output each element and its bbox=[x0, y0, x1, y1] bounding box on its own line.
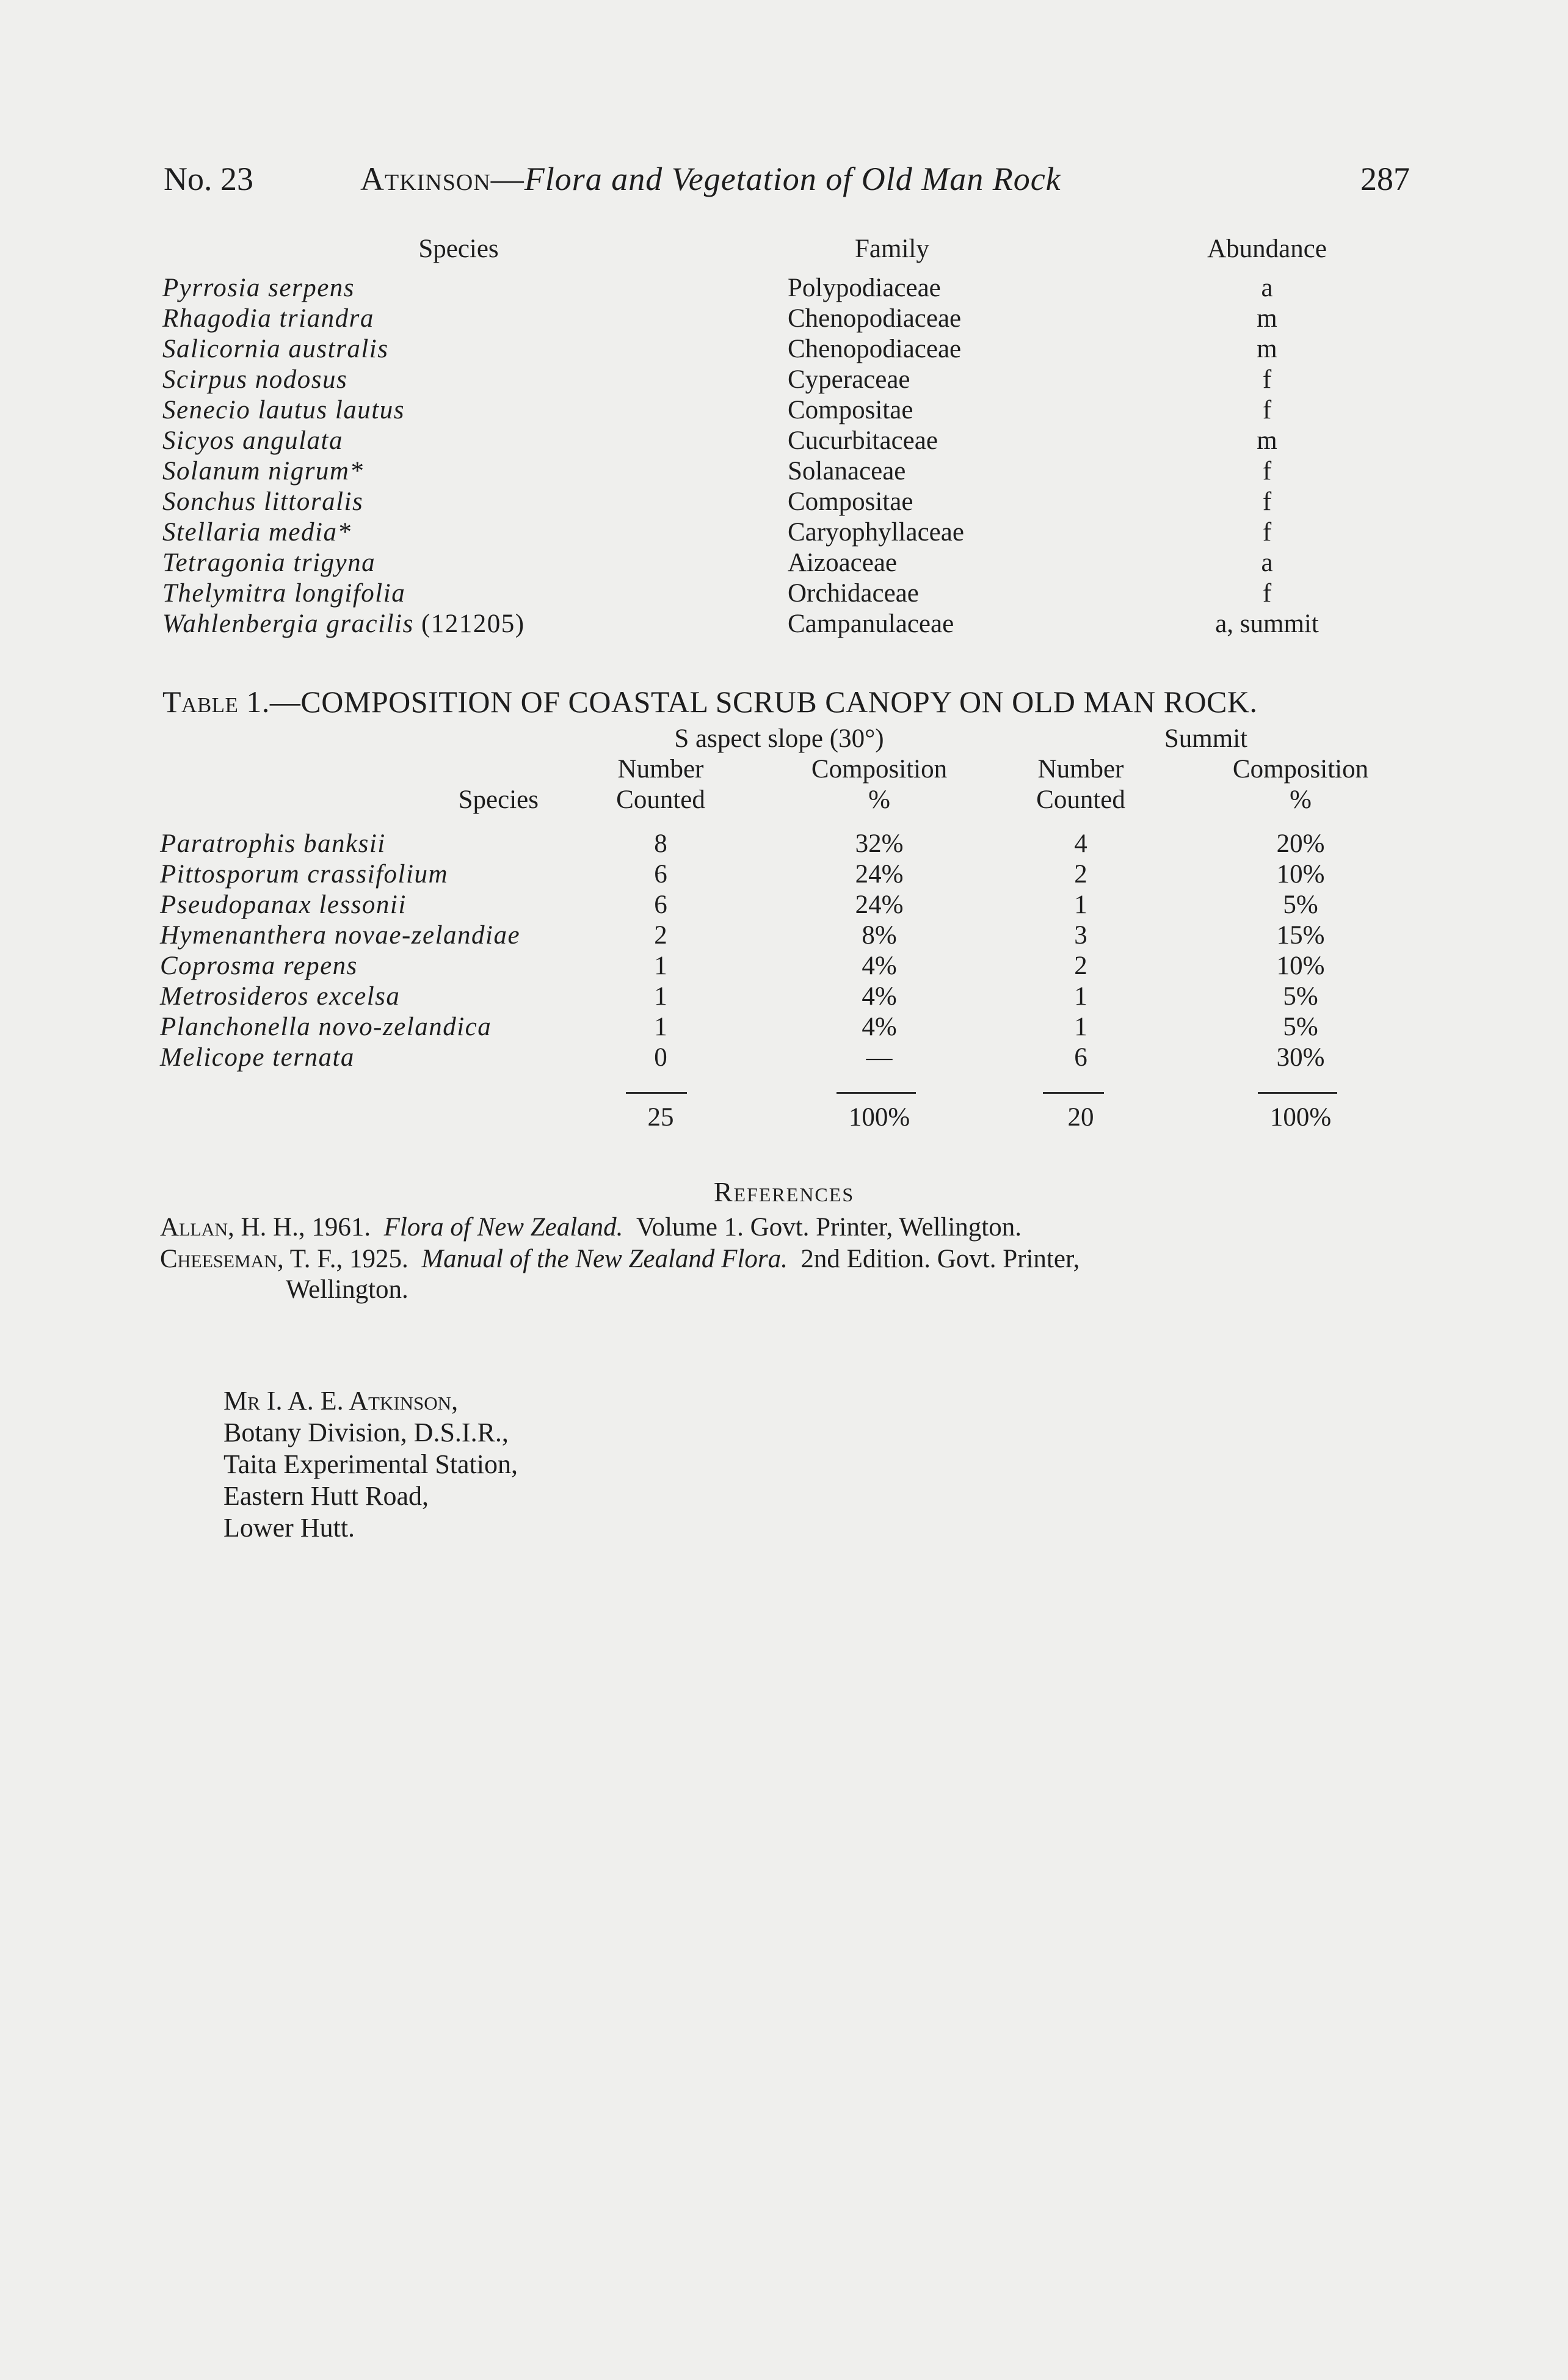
running-title bbox=[360, 160, 1061, 198]
summit-percent-header: % bbox=[1290, 785, 1312, 814]
slope-number: 1 bbox=[654, 982, 667, 1011]
summit-composition: 15% bbox=[1276, 921, 1325, 950]
species-name: Pyrrosia serpens bbox=[162, 274, 355, 302]
species-name: Solanum nigrum* bbox=[162, 457, 364, 486]
summit-composition: 5% bbox=[1283, 890, 1318, 919]
abundance-value: a bbox=[1261, 548, 1273, 577]
slope-composition: 8% bbox=[862, 921, 897, 950]
slope-number: 2 bbox=[654, 921, 667, 950]
species-name: Scirpus nodosus bbox=[162, 365, 348, 394]
table1-title: —COMPOSITION OF COASTAL SCRUB CANOPY ON OLD MAN ROCK. bbox=[269, 685, 1258, 719]
species-row bbox=[0, 487, 1568, 517]
family-name: Compositae bbox=[788, 396, 913, 424]
slope-composition: 24% bbox=[855, 890, 904, 919]
reference-author: Allan, H. H., 1961. bbox=[160, 1213, 371, 1242]
address-line: Eastern Hutt Road, bbox=[223, 1481, 429, 1511]
summit-composition: 5% bbox=[1283, 1013, 1318, 1041]
specimen-number: (121205) bbox=[421, 610, 525, 638]
family-name: Aizoaceae bbox=[788, 548, 898, 577]
summit-composition: 10% bbox=[1276, 952, 1325, 980]
species-row bbox=[0, 456, 1568, 487]
table1-caption bbox=[162, 684, 1258, 719]
species-row bbox=[0, 426, 1568, 456]
slope-group-header: S aspect slope (30°) bbox=[674, 724, 884, 753]
species-name: Rhagodia triandra bbox=[162, 304, 374, 333]
species-name: Pittosporum crassifolium bbox=[160, 860, 449, 889]
species-name: Wahlenbergia gracilis bbox=[162, 610, 414, 638]
family-col-header: Family bbox=[855, 235, 929, 263]
species-row bbox=[0, 517, 1568, 548]
species-name: Thelymitra longifolia bbox=[162, 579, 406, 608]
slope-number: 1 bbox=[654, 1013, 667, 1041]
reference-title: Flora of New Zealand. bbox=[383, 1213, 623, 1242]
species-row bbox=[0, 395, 1568, 426]
species-name: Salicornia australis bbox=[162, 335, 389, 363]
reference-title: Manual of the New Zealand Flora. bbox=[421, 1245, 788, 1273]
species-name: Paratrophis banksii bbox=[160, 829, 386, 858]
summit-composition: 30% bbox=[1276, 1043, 1325, 1072]
slope-number: 1 bbox=[654, 952, 667, 980]
summit-number: 2 bbox=[1074, 860, 1087, 889]
species-name: Pseudopanax lessonii bbox=[160, 890, 407, 919]
family-name: Cyperaceae bbox=[788, 365, 910, 394]
slope-composition: 4% bbox=[862, 982, 897, 1011]
species-name: Melicope ternata bbox=[160, 1043, 355, 1072]
abundance-value: f bbox=[1262, 487, 1272, 516]
family-name: Chenopodiaceae bbox=[788, 335, 962, 363]
table1-body bbox=[0, 829, 1568, 1073]
address-line: Botany Division, D.S.I.R., bbox=[223, 1417, 509, 1447]
slope-number-total: 25 bbox=[647, 1103, 674, 1132]
family-name: Solanaceae bbox=[788, 457, 906, 486]
slope-number: 0 bbox=[654, 1043, 667, 1072]
references-heading: References bbox=[713, 1176, 855, 1207]
summit-number-total: 20 bbox=[1067, 1103, 1094, 1132]
family-name: Cucurbitaceae bbox=[788, 426, 938, 455]
table-row bbox=[0, 859, 1568, 890]
slope-number: 6 bbox=[654, 890, 667, 919]
species-row bbox=[0, 273, 1568, 304]
species-name: Hymenanthera novae-zelandiae bbox=[160, 921, 521, 950]
reference-details: Volume 1. Govt. Printer, Wellington. bbox=[636, 1213, 1022, 1242]
summit-composition: 20% bbox=[1276, 829, 1325, 858]
abundance-value: m bbox=[1257, 335, 1277, 363]
slope-composition: 32% bbox=[855, 829, 904, 858]
species-name: Tetragonia trigyna bbox=[162, 548, 376, 577]
species-name: Senecio lautus lautus bbox=[162, 396, 405, 424]
summit-number-total-rule bbox=[1043, 1092, 1104, 1094]
species-row bbox=[0, 548, 1568, 578]
species-col-header: Species bbox=[418, 235, 499, 263]
summit-composition: 10% bbox=[1276, 860, 1325, 889]
summit-composition-total-rule bbox=[1258, 1092, 1337, 1094]
summit-composition: 5% bbox=[1283, 982, 1318, 1011]
family-name: Caryophyllaceae bbox=[788, 518, 964, 547]
table1-label: Table 1. bbox=[162, 685, 270, 719]
species-row bbox=[0, 578, 1568, 609]
abundance-value: m bbox=[1257, 304, 1277, 333]
species-name: Coprosma repens bbox=[160, 952, 358, 980]
family-name: Polypodiaceae bbox=[788, 274, 941, 302]
summit-composition-header: Composition bbox=[1232, 755, 1369, 784]
table-row bbox=[0, 829, 1568, 859]
slope-composition-header: Composition bbox=[811, 755, 948, 784]
abundance-col-header: Abundance bbox=[1207, 235, 1327, 263]
reference-item bbox=[160, 1212, 1022, 1242]
slope-number: 6 bbox=[654, 860, 667, 889]
abundance-value: f bbox=[1262, 579, 1272, 608]
address-line: Taita Experimental Station, bbox=[223, 1449, 518, 1479]
table-row bbox=[0, 1012, 1568, 1043]
summit-counted-header: Counted bbox=[1036, 785, 1125, 814]
species-row bbox=[0, 365, 1568, 395]
slope-composition: 24% bbox=[855, 860, 904, 889]
family-name: Campanulaceae bbox=[788, 610, 954, 638]
running-title-author: Atkinson bbox=[360, 161, 491, 197]
slope-percent-header: % bbox=[868, 785, 890, 814]
journal-number: No. 23 bbox=[164, 161, 253, 197]
species-row bbox=[0, 609, 1568, 639]
reference-item bbox=[160, 1244, 1080, 1274]
table-row bbox=[0, 951, 1568, 981]
abundance-value: f bbox=[1262, 365, 1272, 394]
slope-number-total-rule bbox=[626, 1092, 687, 1094]
summit-composition-total: 100% bbox=[1269, 1103, 1332, 1132]
table1-species-header: Species bbox=[458, 785, 539, 814]
slope-composition-total-rule bbox=[837, 1092, 916, 1094]
slope-number-header: Number bbox=[617, 755, 704, 784]
summit-number: 6 bbox=[1074, 1043, 1087, 1072]
summit-number: 1 bbox=[1074, 1013, 1087, 1041]
running-title-text: Flora and Vegetation of Old Man Rock bbox=[524, 161, 1061, 197]
table-row bbox=[0, 1043, 1568, 1073]
table-row bbox=[0, 890, 1568, 920]
table-row bbox=[0, 981, 1568, 1012]
species-name: Planchonella novo-zelandica bbox=[160, 1013, 492, 1041]
abundance-value: f bbox=[1262, 396, 1272, 424]
species-name: Sonchus littoralis bbox=[162, 487, 364, 516]
summit-number: 2 bbox=[1074, 952, 1087, 980]
slope-composition-total: 100% bbox=[848, 1103, 910, 1132]
summit-number: 4 bbox=[1074, 829, 1087, 858]
species-name: Stellaria media* bbox=[162, 518, 352, 547]
author-name: Mr I. A. E. Atkinson, bbox=[223, 1386, 459, 1416]
table-row bbox=[0, 920, 1568, 951]
slope-counted-header: Counted bbox=[616, 785, 705, 814]
summit-number: 3 bbox=[1074, 921, 1087, 950]
species-row bbox=[0, 334, 1568, 365]
species-table-body bbox=[0, 273, 1568, 639]
family-name: Orchidaceae bbox=[788, 579, 919, 608]
slope-composition: — bbox=[866, 1043, 893, 1072]
species-row bbox=[0, 304, 1568, 334]
summit-number: 1 bbox=[1074, 982, 1087, 1011]
reference-details: 2nd Edition. Govt. Printer, bbox=[800, 1245, 1080, 1273]
abundance-value: a, summit bbox=[1215, 610, 1319, 638]
page-number: 287 bbox=[1360, 161, 1410, 197]
reference-author: Cheeseman, T. F., 1925. bbox=[160, 1245, 408, 1273]
species-name: Sicyos angulata bbox=[162, 426, 343, 455]
reference-continuation: Wellington. bbox=[286, 1275, 408, 1304]
summit-number-header: Number bbox=[1037, 755, 1124, 784]
abundance-value: f bbox=[1262, 518, 1272, 547]
slope-composition: 4% bbox=[862, 952, 897, 980]
summit-number: 1 bbox=[1074, 890, 1087, 919]
family-name: Compositae bbox=[788, 487, 913, 516]
abundance-value: a bbox=[1261, 274, 1273, 302]
species-name-with-note bbox=[162, 609, 626, 639]
slope-composition: 4% bbox=[862, 1013, 897, 1041]
running-title-dash: — bbox=[490, 161, 524, 197]
summit-group-header: Summit bbox=[1164, 724, 1248, 753]
abundance-value: m bbox=[1257, 426, 1277, 455]
abundance-value: f bbox=[1262, 457, 1272, 486]
species-name: Metrosideros excelsa bbox=[160, 982, 401, 1011]
address-line: Lower Hutt. bbox=[223, 1513, 355, 1543]
family-name: Chenopodiaceae bbox=[788, 304, 962, 333]
slope-number: 8 bbox=[654, 829, 667, 858]
